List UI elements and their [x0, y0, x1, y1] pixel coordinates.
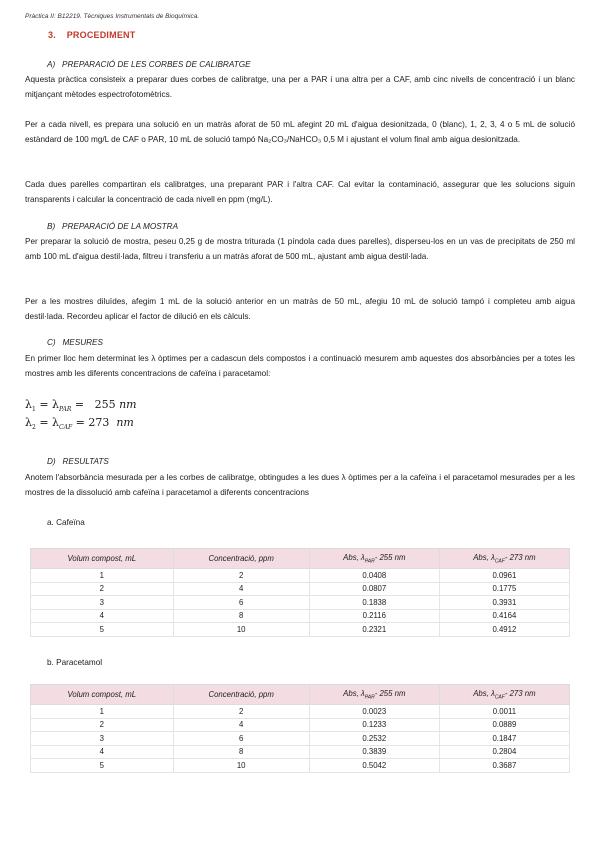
paragraph-c1: En primer lloc hem determinat les λ òptimes per a cadascun dels compostos i a continuació mesurem amb aquestes dos absorbàncies per a totes les mostres amb les diferents concentracions de cafeïna i paracetamol:	[25, 354, 575, 379]
table-paracetamol	[30, 684, 570, 773]
table-row: 4 8 0.2116 0.4164	[31, 609, 570, 623]
table-label-cafeina: a. Cafeïna	[47, 518, 85, 527]
subheading-d	[47, 457, 109, 466]
section-title	[48, 30, 135, 40]
table-label-paracetamol: b. Paracetamol	[47, 658, 103, 667]
formula-lambda-1: $\lambda_1 = \lambda_{PAR}$ = 255 nm	[25, 398, 137, 414]
subheading-title: MESURES	[62, 338, 103, 347]
paragraph-b2: Per a les mostres diluïdes, afegim 1 mL de la solució anterior en un matràs de 50 mL, afegiu 10 mL de solució tampó i completeu amb aigua destil·lada. Recordeu aplicar el factor de dilució en els càlculs.	[25, 297, 575, 322]
subheading-a	[47, 60, 251, 69]
table-row: 4 8 0.3839 0.2804	[31, 745, 570, 759]
table-header-row	[31, 549, 570, 569]
column-header-abs-caf: Abs, $\lambda_{CAF}-$ 273 nm	[439, 685, 569, 705]
subheading-letter: B)	[47, 222, 56, 231]
paragraph-a2: Per a cada nivell, es prepara una solució en un matràs aforat de 50 mL afegint 20 mL d'aigua desionitzada, 0 (blanc), 1, 2, 3, 4 o 5 mL de solució estàndard de 100 mg/L de CAF o PAR, 10 mL de solució tampó Na₂CO₃/NaHCO₃ 0,5 M i ajustant el volum final amb aigua desionitzada.	[25, 120, 575, 145]
paragraph-a3: Cada dues parelles compartiran els calibratges, una preparant PAR i l'altra CAF. Cal evitar la contaminació, assegurar que les solucions siguin transparents i calcular la concentració de cada nivell en ppm (mg/L).	[25, 180, 575, 205]
column-header-concentracio: Concentració, ppm	[173, 549, 309, 569]
table-row: 3 6 0.2532 0.1847	[31, 732, 570, 746]
column-header-volum: Volum compost, mL	[31, 549, 174, 569]
section-name: PROCEDIMENT	[66, 30, 136, 40]
table-row: 5 10 0.2321 0.4912	[31, 623, 570, 637]
table-header-row	[31, 685, 570, 705]
column-header-abs-caf: Abs, $\lambda_{CAF}-$ 273 nm	[439, 549, 569, 569]
subheading-title: RESULTATS	[62, 457, 109, 466]
table-cafeina	[30, 548, 570, 637]
column-header-volum: Volum compost, mL	[31, 685, 174, 705]
subheading-letter: D)	[47, 457, 56, 466]
paragraph-d1: Anotem l'absorbància mesurada per a les corbes de calibratge, obtingudes a les dues λ òptimes per a la cafeïna i el paracetamol mesurades per a les mostres de la dissolució amb cafeïna i paracetamol a diferents concentracions	[25, 473, 575, 498]
subheading-title: PREPARACIÓ DE LA MOSTRA	[62, 222, 179, 231]
paragraph-b1: Per preparar la solució de mostra, peseu 0,25 g de mostra triturada (1 píndola cada dues parelles), disperseu-los en un vas de precipitats de 250 ml amb 100 mL d'aigua destil·lada, filtreu i transferiu a un matràs aforat de 500 mL, ajustant amb aigua destil·lada.	[25, 237, 575, 262]
table-row: 5 10 0.5042 0.3687	[31, 759, 570, 773]
paragraph-a1: Aquesta pràctica consisteix a preparar dues corbes de calibratge, una per a PAR i una altra per a CAF, amb cinc nivells de concentració i un blanc mitjançant mètodes espectrofotomètrics.	[25, 75, 575, 100]
table-row: 3 6 0.1838 0.3931	[31, 596, 570, 610]
subheading-b	[47, 222, 178, 231]
subheading-c	[47, 338, 103, 347]
column-header-concentracio: Concentració, ppm	[173, 685, 309, 705]
column-header-abs-par: Abs, $\lambda_{PAR}-$ 255 nm	[309, 549, 439, 569]
section-number: 3.	[48, 30, 56, 40]
formula-lambda-2: $\lambda_2 = \lambda_{CAF} = 273$ nm	[25, 416, 134, 432]
subheading-letter: C)	[47, 338, 56, 347]
table-row: 2 4 0.0807 0.1775	[31, 582, 570, 596]
subheading-title: PREPARACIÓ DE LES CORBES DE CALIBRATGE	[62, 60, 251, 69]
page-header: Pràctica II: B12219. Tècniques Instrumentals de Bioquímica.	[25, 13, 200, 20]
table-row: 1 2 0.0023 0.0011	[31, 705, 570, 719]
table-row: 1 2 0.0408 0.0961	[31, 569, 570, 583]
subheading-letter: A)	[47, 60, 56, 69]
column-header-abs-par: Abs, $\lambda_{PAR}-$ 255 nm	[309, 685, 439, 705]
table-row: 2 4 0.1233 0.0889	[31, 718, 570, 732]
